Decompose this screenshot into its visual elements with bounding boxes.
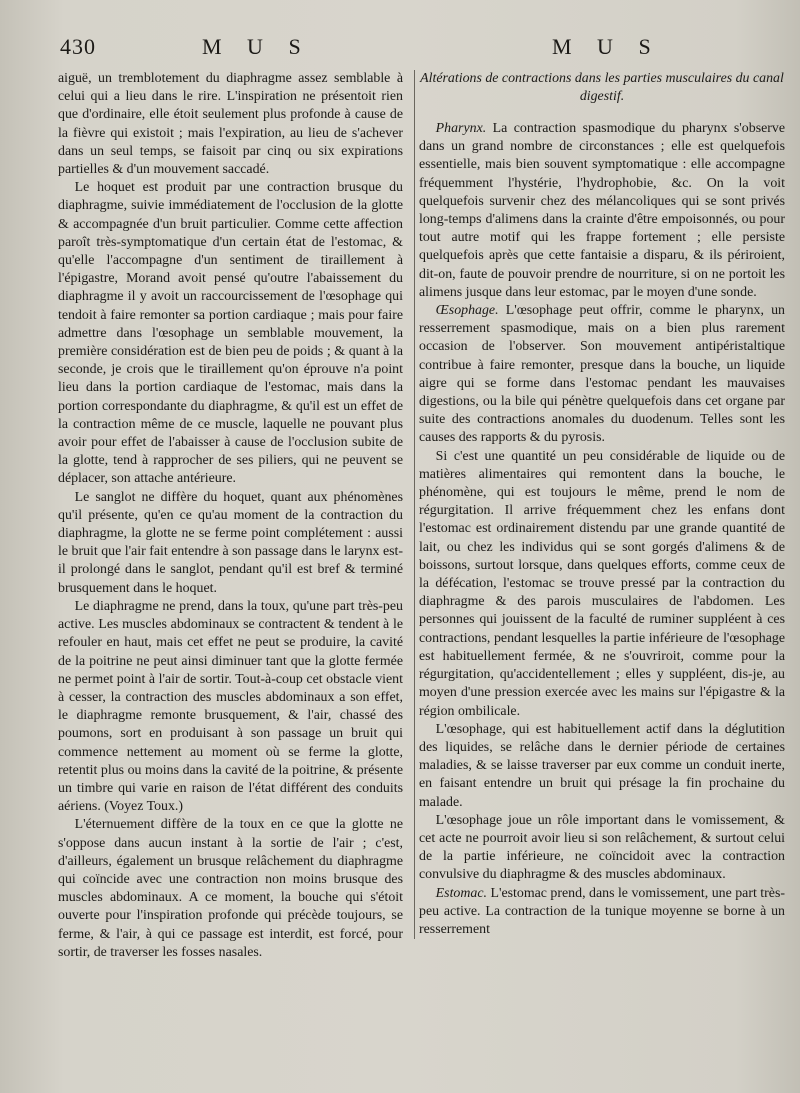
paragraph-estomac xyxy=(419,885,785,940)
paragraph-text: L'œsophage joue un rôle important dans le vomissement, & cet acte ne pourroit avoir lieu si son relâchement, & surtout celui de la partie inférieure, ne coïncidoit avec la contraction convulsive du diaphragme & des muscles abdominaux. xyxy=(419,812,785,883)
paragraph-text: L'œsophage peut offrir, comme le pharynx, un resserrement spasmodique, mais on a bien plus rarement occasion de l'observer. Son mouvement antipéristaltique contribue à faire remonter, presque dans la bouche, un liquide aigre qui se forme dans l'estomac pendant les mauvaises digestions, ou la bile qui pénètre quelquefois dans cet organe par suite des contractions anomales du duodenum. Telles sont les causes des rapports & du pyrosis. xyxy=(419,303,785,446)
right-column xyxy=(414,70,785,939)
running-head-right: M U S xyxy=(552,34,661,59)
section-title: Altérations de contractions dans les parties musculaires du canal digestif. xyxy=(420,71,784,104)
paragraph-text: L'estomac prend, dans le vomissement, une part très-peu active. La contraction de la tunique moyenne se borne à un resserrement xyxy=(419,885,785,937)
paragraph: Le sanglot ne diffère du hoquet, quant aux phénomènes qu'il présente, qu'en ce qu'au moment de la contraction du diaphragme, la glotte ne se ferme point complétement : aussi le bruit que l'air fait entendre à son passage dans le larynx est-il prolongé dans le sanglot, pendant qu'il est bref & terminé brusquement dans le hoquet. xyxy=(58,489,404,596)
run-in-heading: Pharynx. xyxy=(435,121,487,136)
paragraph-text: Si c'est une quantité un peu considérable de liquide ou de matières alimentaires qui remontent dans la bouche, le phénomène, qui est toujours le même, prend le nom de régurgitation. Il arrive fréquemment chez les enfans dont l'estomac est ordinairement distendu par une grande quantité de lait, ou chez les individus qui se sont gorgés d'alimens & de boissons, surtout lorsque, dans quelques efforts, comme ceux de la défécation, l'estomac se trouve pressé par la contraction du diaphragme & des parois musculaires de l'abdomen. Les personnes qui jouissent de la faculté de ruminer suppléent à ces contractions, pendant lesquelles la partie inférieure de l'œsophage est habituellement fermée, & ne s'ouvriroit, comme pour la régurgitation, qu'accidentellement ; elles y suppléent, dis-je, au moyen d'une pression exercée avec les mains sur l'épigastre & la région ombilicale. xyxy=(419,448,785,719)
paragraph: Le diaphragme ne prend, dans la toux, qu'une part très-peu active. Les muscles abdominaux se contractent & tendent à le refouler en haut, mais cet effet ne peut se produire, la cavité de la poitrine ne peut ainsi diminuer tant que la glotte fermée ne permet point à l'air de sortir. Tout-à-coup cet obstacle vient à cesser, la contraction des muscles abdominaux a son effet, le diaphragme remonte brusquement, & l'air, chassé des poumons, sort en produisant à son passage un bruit qui commence nettement au moment où se ferme la glotte, retentit plus ou moins dans la cavité de la poitrine, & présente un timbre qui varie en raison de l'état différent des conduits aériens. (Voyez Toux.) xyxy=(58,598,403,815)
paragraph-vomissement xyxy=(419,812,785,885)
paragraph-oesophage xyxy=(419,302,785,448)
paragraph: Le hoquet est produit par une contraction brusque du diaphragme, suivie immédiatement de l'occlusion de la glotte & accompagnée d'un bruit particulier. Comme cette affection paroît très-symptomatique d'un certain état de l'estomac, & qu'elle l'accompagne d'un sentiment de tiraillement à l'épigastre, Morand avoit pensé qu'outre l'abaissement du diaphragme il y avoit un raccourcissement de l'œsophage qui tendoit à faire remonter sa portion cardiaque ; mais pour faire admettre dans l'œsophage un semblable mouvement, la première considération est de bien peu de poids ; & quant à la seconde, je crois que le tiraillement qu'on éprouve n'a point lieu dans la portion cardiaque de l'estomac, mais dans la portion correspondante du diaphragme, & qu'il est un effet de la contraction même de ce muscle, laquelle ne pouvant plus avoir pour effet de l'abaisser à cause de l'occlusion subite de la glotte, tend à rapprocher de ses piliers, qui ne peuvent se déplacer, son attache antérieure. xyxy=(58,180,403,487)
paragraph: L'éternuement diffère de la toux en ce que la glotte ne s'oppose dans aucun instant à la sortie de l'air ; c'est, d'ailleurs, également un brusque relâchement du diaphragme qui coïncide avec une contraction non moins brusque des muscles abdominaux. A ce moment, la bouche qui s'étoit ouverte pour l'inspiration profonde qui précède toujours, se ferme, & l'air, à qui ce passage est interdit, est forcé, pour sortir, de traverser les fosses nasales. xyxy=(58,817,403,960)
paragraph-pharynx xyxy=(419,120,785,302)
running-head-left: M U S xyxy=(202,34,311,59)
paragraph: aiguë, un tremblotement du diaphragme assez semblable à celui qui a lieu dans le rire. L'inspiration ne présentoit rien que d'ordinaire, elle étoit seulement plus profonde à cause de la fièvre qui existoit ; mais l'expiration, au lieu de s'achever dans un seul temps, se faisoit par cinq ou six expirations partielles & d'un mouvement saccadé. xyxy=(58,71,403,178)
paragraph-deglutition xyxy=(419,721,785,812)
page-number: 430 xyxy=(60,34,96,59)
paragraph-text: L'œsophage, qui est habituellement actif dans la déglutition des liquides, se relâche dans le dernier période de certaines maladies, & se laisse traverser par eux comme un conduit inerte, en faisant entendre un bruit qui présage la fin prochaine du malade. xyxy=(419,721,785,810)
run-in-heading: Œsophage. xyxy=(435,303,499,319)
page-header xyxy=(60,34,776,74)
paragraph-regurgitation xyxy=(419,448,785,721)
paragraph-text: La contraction spasmodique du pharynx s'observe dans un grand nombre de circonstances ; elle est quelquefois essentielle, mais bien souvent symptomatique : elle accompagne fréquemment l'hystérie, l'hydrophobie, &c. On la voit quelquefois survenir chez des mélancoliques qui se sont privés long-temps d'alimens dans la crainte d'être empoisonnés, ou pour tout autre motif qui les frappe fortement ; elle persiste quelquefois après que cette fantaisie a disparu, & ils périroient, dit-on, faute de pouvoir prendre de nourriture, si on ne portoit les alimens jusque dans leur estomac, par le moyen d'une sonde. xyxy=(419,121,785,300)
run-in-heading: Estomac. xyxy=(435,885,487,901)
left-column xyxy=(58,70,403,962)
